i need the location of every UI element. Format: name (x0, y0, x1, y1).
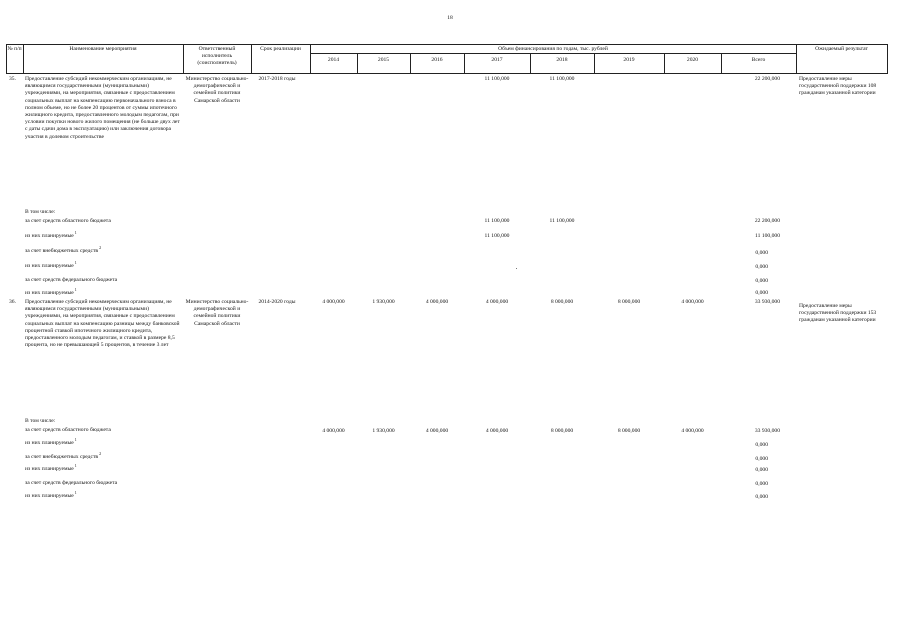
footnote-mark: 1 (74, 437, 77, 442)
footnote-mark: 2 (99, 245, 102, 250)
row36-sub-value: 4 000,000 (485, 428, 509, 434)
row35-sub-total: 0,000 (755, 278, 768, 284)
row36-name: Предоставление субсидий некоммерческим организациям, не являющимся государственными (муниципальными) учреждениями, на мероприятия, связанные с предоставлением социальных выплат на компенсацию разницы между банковской процентной ставкой ипотечного жилищного кредита, предоставленного молодым педагогам, и ставкой в размере 8,5 процента, но не превышающей 5 процентов, в течение 3 лет (25, 299, 180, 349)
row36-result: Предоставление меры государственной поддержки 153 гражданам указанной категории (799, 303, 877, 324)
row35-value-total: 22 200,000 (754, 76, 780, 82)
row36-sub-total: 0,000 (755, 494, 768, 500)
row35-sub-title: В том числе: (25, 209, 56, 215)
header-term: Срок реализации (260, 46, 301, 52)
header-year: 2015 (377, 57, 390, 63)
row36-value-2018: 8 000,000 (550, 299, 574, 305)
row36-value-2020: 4 000,000 (681, 299, 704, 305)
row36-num: 36. (9, 299, 16, 305)
row36-sub-total: 0,000 (755, 456, 768, 462)
footnote-mark: 2 (99, 451, 102, 456)
row35-sub-value: 11 100,000 (484, 218, 510, 224)
row36-sub-value: 8 000,000 (617, 428, 641, 434)
header-bottom-border (6, 73, 887, 74)
row36-executor: Министерство социально-демографической и семейной политики Самарской области (185, 299, 249, 327)
row36-sub-value: 1 930,000 (372, 428, 395, 434)
row35-sub-label: за счет средств областного бюджета (25, 218, 111, 224)
footnote-mark: 1 (74, 287, 77, 292)
header-funding: Объем финансирования по годам, тыс. рублей (498, 46, 608, 52)
header-num: № п/п (7, 46, 22, 52)
row35-sub-label: из них планируемые$^1$ (25, 260, 77, 269)
header-year: 2014 (327, 57, 340, 63)
table-top-border (6, 44, 887, 45)
header-total: Всего (751, 57, 766, 63)
row36-value-total: 33 930,000 (754, 299, 780, 305)
row35-sub-total: 11 100,000 (755, 233, 780, 239)
row36-sub-total: 33 930,000 (754, 428, 780, 434)
row36-sub-label: из них планируемые$^1$ (25, 463, 77, 472)
row35-value-2018: 11 100,000 (549, 76, 575, 82)
header-year: 2018 (556, 57, 568, 63)
row36-value-2017: 4 000,000 (485, 299, 509, 305)
row35-sub-total: 0,000 (755, 290, 768, 296)
row35-sub-value: 11 100,000 (549, 218, 575, 224)
scan-speck (516, 268, 517, 269)
row35-sub-label: за счет средств федерального бюджета (25, 277, 118, 283)
row35-num: 35. (9, 76, 16, 82)
header-name: Наименование мероприятия (69, 46, 137, 52)
row35-result: Предоставление меры государственной поддержки 108 гражданам указанной категории (799, 76, 877, 97)
header-year: 2017 (491, 57, 503, 63)
row36-value-2015: 1 930,000 (372, 299, 395, 305)
header-result: Ожидаемый результат (815, 46, 868, 52)
footnote-mark: 1 (74, 490, 77, 495)
row35-sub-label: за счет внебюджетных средств$^2$ (25, 245, 102, 254)
row36-sub-total: 0,000 (755, 481, 768, 487)
footnote-mark: 1 (74, 230, 77, 235)
header-year: 2020 (686, 57, 699, 63)
row36-term: 2014-2020 годы (258, 299, 296, 305)
row36-sub-value: 4 000,000 (322, 428, 345, 434)
row36-sub-label: за счет средств федерального бюджета (25, 480, 118, 486)
page-number: 18 (447, 15, 453, 21)
row35-name: Предоставление субсидий некоммерческим организациям, не являющимся государственными (муниципальными) учреждениями, на мероприятия, связанные с предоставлением социальных выплат на компенсацию первоначального взноса в полном объеме, но не более 20 процентов от суммы ипотечного жилищного кредита, предоставленного молодым педагогам, при условии покупки нового жилого помещения (не больше двух лет с даты сдачи дома в эксплуатацию) или заключения договора участия в долевом строительстве (25, 76, 180, 140)
row35-executor: Министерство социально-демографической и семейной политики Самарской области (185, 76, 249, 104)
row36-sub-label: за счет внебюджетных средств$^2$ (25, 451, 102, 460)
row35-sub-value: 11 100,000 (484, 233, 510, 239)
row35-sub-total: 0,000 (755, 250, 768, 256)
header-year: 2016 (431, 57, 443, 63)
row35-term: 2017-2018 годы (258, 76, 296, 82)
row36-value-2019: 8 000,000 (617, 299, 641, 305)
row36-value-2014: 4 000,000 (322, 299, 345, 305)
header-executor: Ответственный исполнитель (соисполнитель) (197, 46, 237, 67)
row35-sub-label: из них планируемые$^1$ (25, 287, 77, 296)
row35-value-2017: 11 100,000 (484, 76, 510, 82)
footnote-mark: 1 (74, 260, 77, 265)
footnote-mark: 1 (74, 463, 77, 468)
row36-sub-total: 0,000 (755, 442, 768, 448)
row35-sub-total: 0,000 (755, 264, 768, 270)
header-year: 2019 (623, 57, 635, 63)
row36-sub-value: 4 000,000 (425, 428, 449, 434)
row35-sub-total: 22 200,000 (754, 218, 780, 224)
row36-sub-value: 8 000,000 (550, 428, 574, 434)
row36-sub-title: В том числе: (25, 418, 56, 424)
row36-sub-value: 4 000,000 (681, 428, 704, 434)
row36-sub-label: из них планируемые$^1$ (25, 437, 77, 446)
row36-sub-label: за счет средств областного бюджета (25, 427, 111, 433)
row36-sub-total: 0,000 (755, 467, 768, 473)
row35-sub-label: из них планируемые$^1$ (25, 230, 77, 239)
row36-value-2016: 4 000,000 (425, 299, 449, 305)
row36-sub-label: из них планируемые$^1$ (25, 490, 77, 499)
